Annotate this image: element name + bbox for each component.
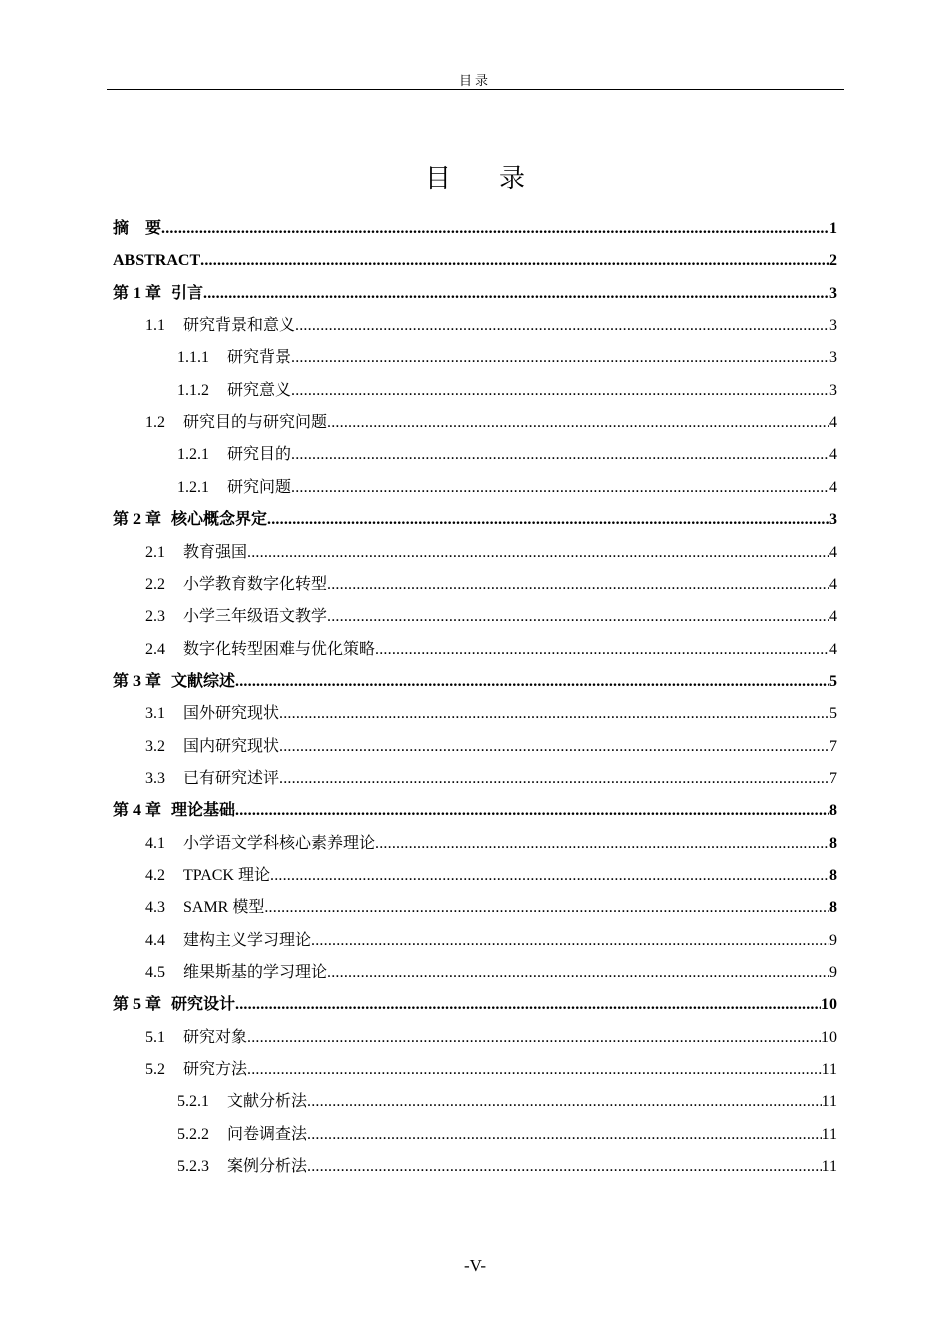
toc-entry[interactable] [0,282,837,306]
toc-entry-label: 已有研究述评 [183,769,280,787]
toc-entry-page: 3 [829,317,837,335]
toc-entry-number: 4.5 [145,964,165,982]
toc-entry[interactable] [0,670,837,694]
toc-dot-leader [267,508,829,532]
toc-dot-leader [375,638,829,662]
toc-entry[interactable] [0,638,837,662]
toc-entry-number: 4.1 [145,834,165,852]
toc-entry-number: 第 5 章 [113,996,162,1014]
toc-entry-page: 8 [829,867,837,884]
toc-dot-leader [307,1155,822,1179]
toc-entry-page: 3 [829,381,837,399]
toc-dot-leader [279,767,829,791]
toc-entry-page: 4 [829,575,837,593]
toc-dot-leader [247,1026,821,1050]
toc-entry[interactable] [0,508,837,532]
toc-entry-page: 7 [829,769,837,787]
toc-entry-number: 1.2.1 [177,446,209,464]
toc-entry-number: 第 4 章 [113,802,162,820]
toc-entry-label: 小学三年级语文教学 [183,608,328,626]
toc-entry-label: 研究方法 [183,1061,248,1079]
toc-entry[interactable] [0,735,837,759]
toc-entry-number: 1.1.2 [177,381,209,399]
toc-entry-number: 4.2 [145,867,165,884]
toc-entry-number: 5.2.3 [177,1158,209,1176]
toc-entry-label: 教育强国 [183,543,248,561]
toc-dot-leader [235,670,829,694]
toc-entry[interactable] [0,767,837,791]
toc-dot-leader [270,864,829,888]
toc-entry[interactable] [0,929,837,953]
toc-entry-label: 建构主义学习理论 [183,931,312,949]
toc-entry-page: 4 [829,414,837,432]
toc-entry[interactable] [0,249,837,273]
toc-entry-page: 4 [829,543,837,561]
toc-entry-page: 11 [821,1158,837,1176]
toc-entry-label: 研究背景和意义 [183,317,296,335]
toc-entry[interactable] [0,1155,837,1179]
toc-entry-page: 10 [821,996,837,1014]
toc-entry-page: 1 [829,220,837,237]
toc-entry-page: 4 [829,608,837,626]
toc-dot-leader [327,961,829,985]
toc-entry-number: 摘 要 [113,220,162,237]
toc-entry[interactable] [0,961,837,985]
toc-entry-page: 8 [829,802,837,820]
toc-dot-leader [375,832,829,856]
toc-entry-number: 第 3 章 [113,672,162,690]
toc-entry-number: 4.3 [145,899,165,917]
toc-dot-leader [291,379,829,403]
toc-entry-label: 数字化转型困难与优化策略 [183,640,376,658]
toc-entry[interactable] [0,1058,837,1082]
page-number: -V- [463,1256,487,1275]
toc-entry-label: 核心概念界定 [171,511,268,529]
toc-entry-number: 1.2 [145,414,165,432]
toc-dot-leader [264,896,829,920]
toc-dot-leader [247,1058,822,1082]
toc-entry-page: 3 [829,511,837,529]
toc-entry-number: 2.4 [145,640,165,658]
toc-entry[interactable] [0,1090,837,1114]
toc-entry[interactable] [0,346,837,370]
toc-title-left: 目 [424,164,451,193]
toc-entry-page: 11 [821,1125,837,1143]
toc-entry-label: 维果斯基的学习理论 [183,964,328,982]
toc-dot-leader [327,573,829,597]
toc-entry-page: 11 [821,1093,837,1111]
toc-entry[interactable] [0,832,837,856]
toc-entry-number: 第 1 章 [113,284,162,302]
toc-entry-page: 2 [829,252,837,270]
toc-dot-leader [291,443,829,467]
toc-entry-page: 4 [829,446,837,464]
toc-entry-label: 文献分析法 [227,1093,308,1111]
toc-entry-label: 小学教育数字化转型 [183,575,328,593]
toc-entry-page: 5 [829,672,837,690]
toc-entry[interactable] [0,443,837,467]
toc-dot-leader [279,735,829,759]
toc-entry-number: 5.2.1 [177,1093,209,1111]
toc-dot-leader [235,993,821,1017]
toc-entry-label: 研究目的与研究问题 [183,414,328,432]
toc-entry[interactable] [0,217,837,241]
toc-entry[interactable] [0,411,837,435]
toc-entry[interactable] [0,541,837,565]
toc-entry[interactable] [0,896,837,920]
toc-entry-number: 1.1.1 [177,349,209,367]
toc-entry-number: 5.2 [145,1061,165,1079]
toc-entry-label: 理论基础 [171,802,236,820]
toc-entry-label: 引言 [171,284,204,302]
toc-entry-label: 研究目的 [227,446,292,464]
toc-entry-page: 3 [829,284,837,302]
toc-entry-page: 9 [829,931,837,949]
toc-entry-label: 问卷调查法 [227,1125,308,1143]
toc-dot-leader [327,411,829,435]
toc-entry-page: 4 [829,478,837,496]
toc-dot-leader [307,1090,822,1114]
toc-entry-number: 3.1 [145,705,165,723]
toc-entry[interactable] [0,314,837,338]
toc-entry-number: 4.4 [145,931,165,949]
toc-entry-label: 案例分析法 [227,1158,308,1176]
toc-entry-number: 2.2 [145,575,165,593]
running-header: 目录 [458,73,491,88]
toc-entry-label: SAMR 模型 [183,899,265,917]
toc-entry[interactable] [0,1026,837,1050]
toc-entry-page: 5 [829,705,837,723]
toc-dot-leader [200,249,829,273]
toc-dot-leader [311,929,829,953]
toc-entry-number: 3.2 [145,737,165,755]
toc-entry-label: 文献综述 [171,672,236,690]
toc-entry-label: TPACK 理论 [183,867,270,884]
toc-entry-label: 研究设计 [171,996,236,1014]
toc-dot-leader [291,476,829,500]
toc-entry-label: 研究对象 [183,1028,248,1046]
toc-entry[interactable] [0,702,837,726]
toc-entry[interactable] [0,476,837,500]
toc-entry-number: 5.1 [145,1028,165,1046]
toc-entry-label: 研究背景 [227,349,292,367]
toc-entry-page: 8 [829,899,837,917]
toc-entry[interactable] [0,799,837,823]
toc-entry-page: 8 [829,834,837,852]
toc-entry-page: 10 [821,1028,837,1046]
toc-entry-number: ABSTRACT [113,252,201,270]
toc-dot-leader [327,605,829,629]
toc-dot-leader [279,702,829,726]
toc-entry-number: 2.3 [145,608,165,626]
toc-entry-number: 第 2 章 [113,511,162,529]
toc-entry-page: 4 [829,640,837,658]
toc-entry-number: 3.3 [145,769,165,787]
toc-title-right: 录 [499,164,526,193]
toc-dot-leader [235,799,829,823]
toc-entry-label: 研究意义 [227,381,292,399]
toc-entry-page: 7 [829,737,837,755]
toc-entry-page: 3 [829,349,837,367]
toc-entry-label: 国外研究现状 [183,705,280,723]
toc-entry-number: 5.2.2 [177,1125,209,1143]
toc-entry-label: 研究问题 [227,478,292,496]
toc-dot-leader [307,1123,822,1147]
toc-entry-number: 1.1 [145,317,165,335]
toc-entry[interactable] [0,605,837,629]
toc-dot-leader [203,282,829,306]
toc-dot-leader [291,346,829,370]
toc-dot-leader [295,314,829,338]
toc-entry-number: 2.1 [145,543,165,561]
toc-entry-label: 国内研究现状 [183,737,280,755]
toc-entry[interactable] [0,864,837,888]
toc-entry[interactable] [0,993,837,1017]
toc-entry-label: 小学语文学科核心素养理论 [183,834,376,852]
toc-entry-page: 9 [829,964,837,982]
toc-dot-leader [161,217,829,241]
toc-entry[interactable] [0,1123,837,1147]
toc-dot-leader [247,541,829,565]
toc-entry[interactable] [0,379,837,403]
toc-entry-number: 1.2.1 [177,478,209,496]
toc-entry[interactable] [0,573,837,597]
toc-entry-page: 11 [821,1061,837,1079]
